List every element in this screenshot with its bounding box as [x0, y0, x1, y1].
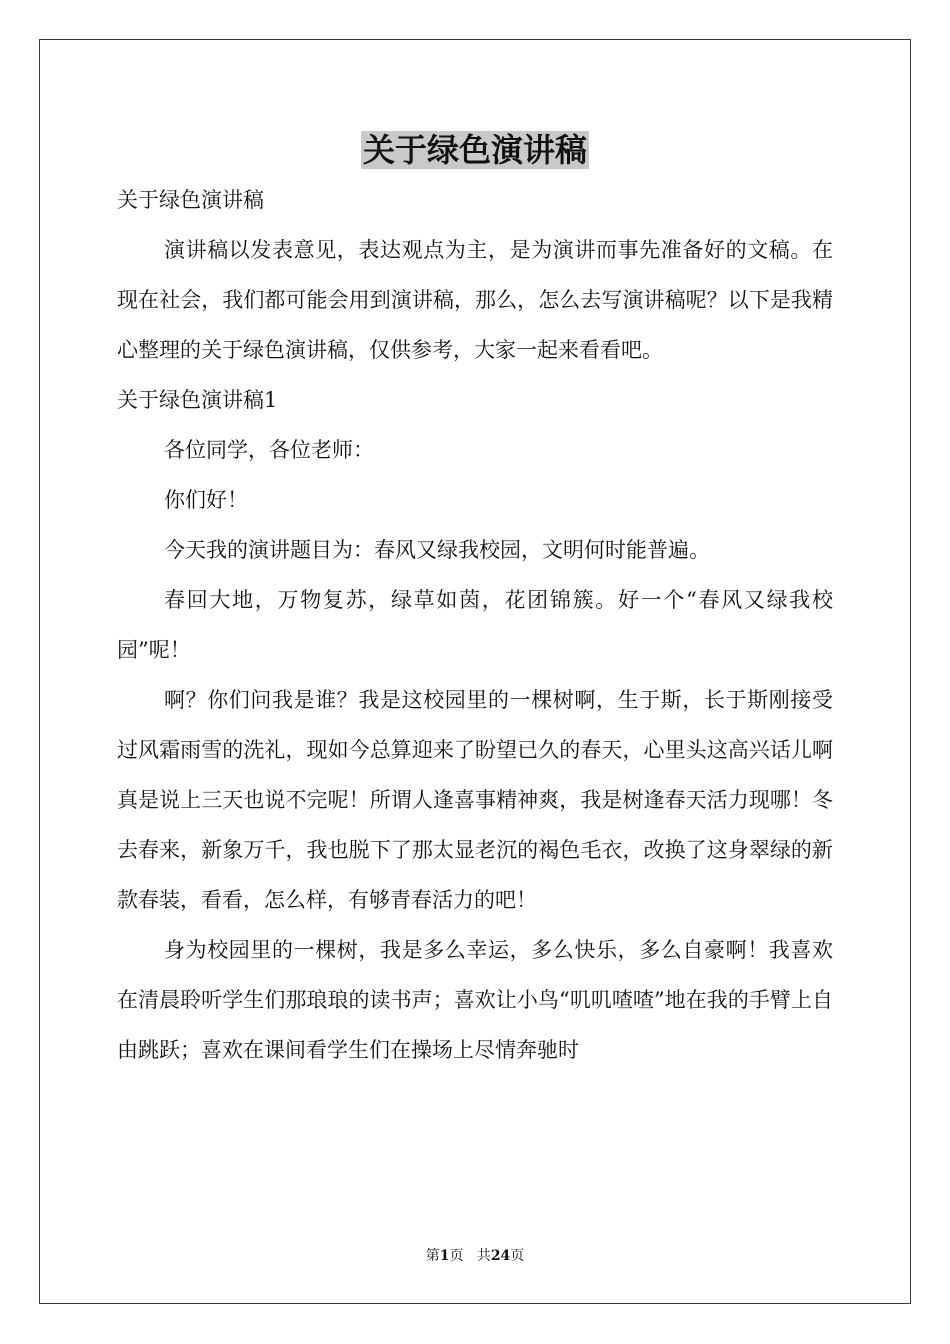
- paragraph: 今天我的演讲题目为：春风又绿我校园，文明何时能普遍。: [164, 538, 710, 562]
- document-title-text: 关于绿色演讲稿: [362, 131, 587, 169]
- paragraph: 关于绿色演讲稿: [117, 188, 264, 212]
- footer-page-number: 1: [439, 1248, 450, 1264]
- paragraph: 演讲稿以发表意见，表达观点为主，是为演讲而事先准备好的文稿。在现在社会，我们都可能会用到演讲稿，那么，怎么去写演讲稿呢？以下是我精心整理的关于绿色演讲稿，仅供参考，大家一起来看看吧。: [117, 238, 833, 362]
- footer-total-unit: 页: [510, 1248, 525, 1264]
- paragraph: 你们好！: [164, 488, 248, 512]
- footer-page-unit: 页: [449, 1248, 464, 1264]
- paragraph: 身为校园里的一棵树，我是多么幸运，多么快乐，多么自豪啊！我喜欢在清晨聆听学生们那琅琅的读书声；喜欢让小鸟“叽叽喳喳”地在我的手臂上自由跳跃；喜欢在课间看学生们在操场上尽情奔驰时: [117, 938, 833, 1062]
- footer-prefix: 第: [425, 1248, 440, 1264]
- footer-total-pages: 24: [490, 1248, 511, 1264]
- paragraph: 各位同学，各位老师：: [164, 438, 374, 462]
- paragraph: 啊？你们问我是谁？我是这校园里的一棵树啊，生于斯，长于斯刚接受过风霜雨雪的洗礼，现如今总算迎来了盼望已久的春天，心里头这高兴话儿啊真是说上三天也说不完呢！所谓人逢喜事精神爽，我是树逢春天活力现哪！冬去春来，新象万千，我也脱下了那太显老沉的褐色毛衣，改换了这身翠绿的新款春装，看看，怎么样，有够青春活力的吧！: [117, 688, 833, 912]
- footer-total-prefix: 共: [476, 1248, 491, 1264]
- page-footer: [0, 1246, 950, 1266]
- paragraph: 春回大地，万物复苏，绿草如茵，花团锦簇。好一个“春风又绿我校园”呢！: [117, 588, 833, 662]
- document-body: [117, 175, 833, 1075]
- paragraph: 关于绿色演讲稿1: [117, 388, 278, 412]
- document-title: [0, 128, 950, 172]
